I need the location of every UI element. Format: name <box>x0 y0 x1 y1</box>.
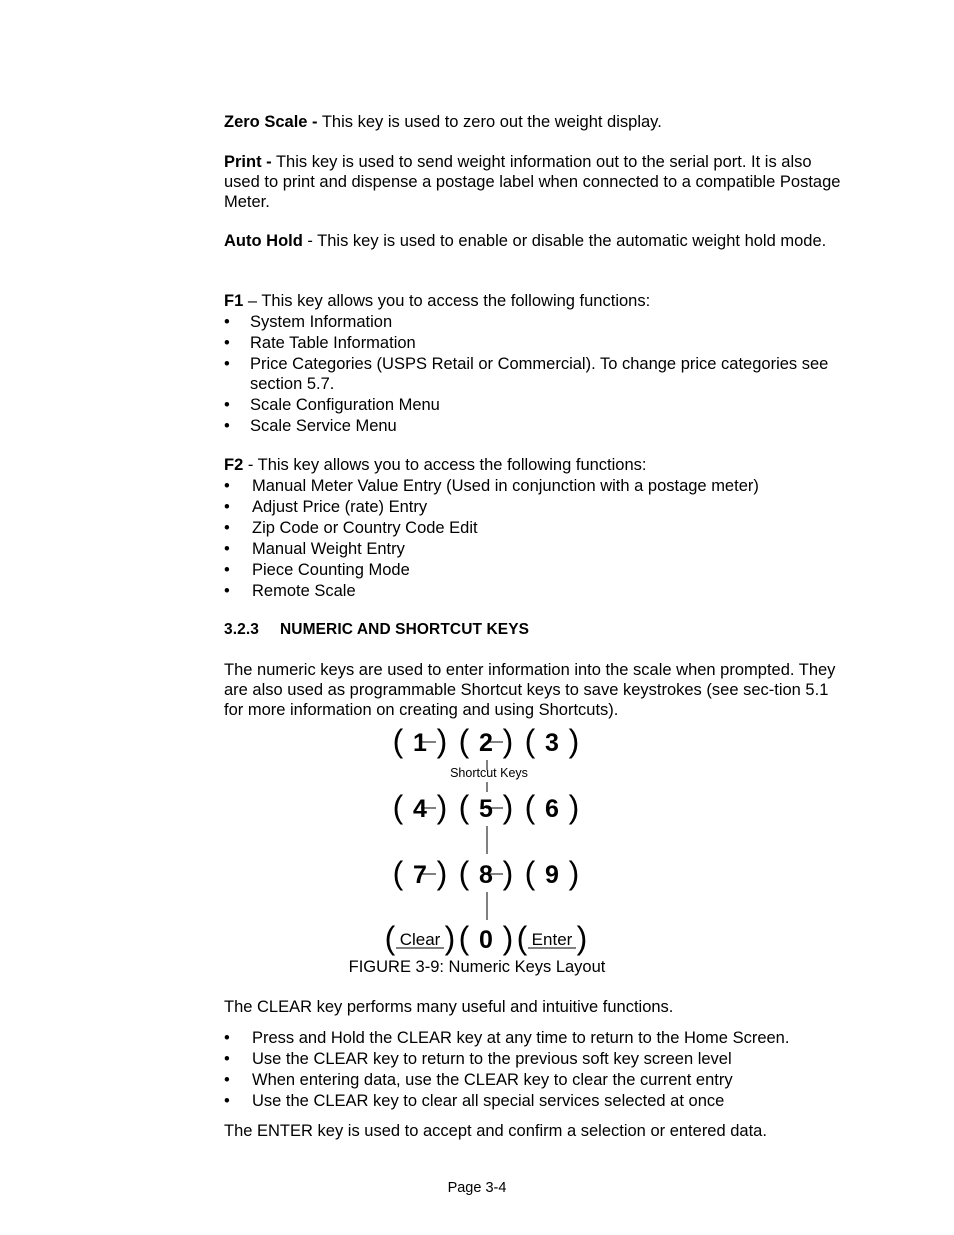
paren-right: ) <box>502 920 514 956</box>
list-item: • When entering data, use the CLEAR key to clear the current entry <box>224 1071 844 1091</box>
paren-left: ( <box>524 855 536 891</box>
key-label: 7 <box>413 861 427 889</box>
auto-hold-paragraph <box>224 232 842 252</box>
shortcut-keys-label: Shortcut Keys <box>450 766 528 780</box>
key-6-button <box>525 789 580 825</box>
paren-left: ( <box>458 855 470 891</box>
paren-left: ( <box>392 855 404 891</box>
f2-paragraph <box>224 456 842 476</box>
list-item: • Scale Service Menu <box>224 417 844 437</box>
list-item: • Rate Table Information <box>224 334 844 354</box>
paren-left: ( <box>384 920 396 956</box>
section-number: 3.2.3 <box>224 621 259 638</box>
list-item: • Adjust Price (rate) Entry <box>224 498 844 518</box>
paren-left: ( <box>524 723 536 759</box>
list-item: • Remote Scale <box>224 582 844 602</box>
paren-right: ) <box>436 855 448 891</box>
numeric-keys-figure <box>380 720 600 956</box>
key-clear-button <box>385 920 456 956</box>
key-label: 5 <box>479 795 493 823</box>
page-number: Page 3-4 <box>447 1180 507 1196</box>
section-heading <box>224 621 529 639</box>
key-enter-button <box>517 920 588 956</box>
print-desc: This key is used to send weight information out to the serial port. It is also used to print and dispense a postage label when connected to a compatible Postage Meter. <box>224 153 841 211</box>
key-label: 2 <box>479 729 493 757</box>
list-item: • System Information <box>224 313 844 333</box>
key-label: 1 <box>413 729 427 757</box>
f1-term: F1 <box>224 292 244 310</box>
key-9-button <box>525 855 580 891</box>
key-1-button <box>393 723 448 759</box>
zero-scale-term: Zero Scale - <box>224 113 318 131</box>
key-label: 3 <box>545 729 559 757</box>
key-7-button <box>393 855 448 891</box>
list-item: • Use the CLEAR key to clear all special services selected at once <box>224 1092 844 1112</box>
zero-scale-desc: This key is used to zero out the weight display. <box>317 113 662 131</box>
list-item: • Manual Meter Value Entry (Used in conjunction with a postage meter) <box>224 477 844 497</box>
f2-desc: - This key allows you to access the following functions: <box>243 456 647 474</box>
numeric-intro-paragraph: The numeric keys are used to enter information into the scale when prompted. They are also used as programmable Shortcut keys to save keystrokes (see sec-tion 5.1 for more information on creating and using Shortcuts). <box>224 661 836 719</box>
paren-right: ) <box>436 723 448 759</box>
paren-left: ( <box>458 723 470 759</box>
paren-left: ( <box>392 789 404 825</box>
paren-left: ( <box>516 920 528 956</box>
clear-list <box>224 1029 844 1113</box>
f1-list <box>224 313 844 438</box>
paren-right: ) <box>502 789 514 825</box>
key-label: Enter <box>531 930 573 949</box>
key-4-button <box>393 789 448 825</box>
key-label: 8 <box>479 861 493 889</box>
list-item: • Scale Configuration Menu <box>224 396 844 416</box>
section-title: NUMERIC AND SHORTCUT KEYS <box>280 621 530 638</box>
f1-paragraph <box>224 292 842 312</box>
print-term: Print - <box>224 153 272 171</box>
key-8-button <box>459 855 514 891</box>
paren-right: ) <box>502 723 514 759</box>
list-item: • Press and Hold the CLEAR key at any time to return to the Home Screen. <box>224 1029 844 1049</box>
list-item: • Zip Code or Country Code Edit <box>224 519 844 539</box>
key-label: 0 <box>479 926 493 954</box>
paren-right: ) <box>444 920 456 956</box>
print-paragraph <box>224 153 842 212</box>
paren-left: ( <box>524 789 536 825</box>
paren-left: ( <box>458 789 470 825</box>
key-label: 4 <box>413 795 427 823</box>
key-2-button <box>459 723 514 759</box>
clear-intro-paragraph: The CLEAR key performs many useful and intuitive functions. <box>224 998 674 1016</box>
enter-paragraph: The ENTER key is used to accept and confirm a selection or entered data. <box>224 1122 767 1140</box>
list-item: • Manual Weight Entry <box>224 540 844 560</box>
list-item: • Piece Counting Mode <box>224 561 844 581</box>
key-label: 9 <box>545 861 559 889</box>
f1-desc: – This key allows you to access the following functions: <box>243 292 651 310</box>
zero-scale-paragraph <box>224 113 842 133</box>
paren-right: ) <box>568 723 580 759</box>
paren-right: ) <box>576 920 588 956</box>
key-3-button <box>525 723 580 759</box>
paren-right: ) <box>436 789 448 825</box>
paren-left: ( <box>458 920 470 956</box>
paren-right: ) <box>568 789 580 825</box>
list-item: • Price Categories (USPS Retail or Commercial). To change price categories see section 5.7. <box>224 355 844 395</box>
paren-right: ) <box>502 855 514 891</box>
f2-term: F2 <box>224 456 244 474</box>
paren-left: ( <box>392 723 404 759</box>
key-0-button <box>459 920 514 956</box>
auto-hold-desc: - This key is used to enable or disable the automatic weight hold mode. <box>302 232 827 250</box>
key-label: 6 <box>545 795 559 823</box>
list-item: • Use the CLEAR key to return to the previous soft key screen level <box>224 1050 844 1070</box>
auto-hold-term: Auto Hold <box>224 232 303 250</box>
paren-right: ) <box>568 855 580 891</box>
key-label: Clear <box>399 930 441 949</box>
f2-list <box>224 477 844 603</box>
key-5-button <box>459 789 514 825</box>
figure-caption: FIGURE 3-9: Numeric Keys Layout <box>348 958 606 976</box>
